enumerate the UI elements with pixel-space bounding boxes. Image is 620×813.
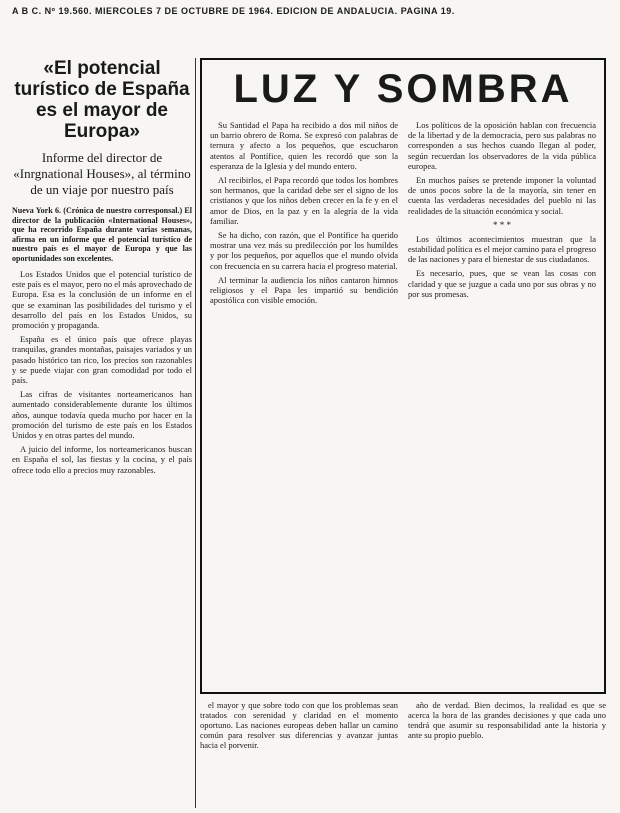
box-paragraph: Su Santidad el Papa ha recibido a dos mil niños de un barrio obrero de Roma. Se expresó con palabras de ternura y afecto a los pequeños, que escucharon atentos al Pontífice, quien les recordó que son la esperanza de la Iglesia y del mundo entero. [210,120,398,171]
article-paragraph: A juicio del informe, los norteamericanos buscan en España el sol, las fiestas y la cocina, y el país ofrece todo ello a precios muy razonables. [12,444,192,475]
box-paragraph: En muchos países se pretende imponer la voluntad de unos pocos sobre la de la mayoría, sin tener en cuenta las verdaderas necesidades del pueblo ni las realidades de la situación económica y social. [408,175,596,216]
box-title: LUZ Y SOMBRA [233,67,573,111]
box-paragraph: Es necesario, pues, que se vean las cosas con claridad y que se juzgue a cada uno por sus obras y no por sus promesas. [408,268,596,299]
box-paragraph: Los últimos acontecimientos muestran que la estabilidad política es el mejor camino para el progreso de las naciones y para el bienestar de sus ciudadanos. [408,233,596,265]
article-lead: Nueva York 6. (Crónica de nuestro corresponsal.) El director de la publicación «International Houses», que ha recorrido España durante varias semanas, afirma en un informe que el potencial turístico de nuestro país es el mayor de Europa y que las oportunidades son excelentes. [12,206,192,263]
bottom-continuation [200,700,606,808]
article-headline: «El potencial turístico de España es el mayor de Europa» [14,58,190,142]
masthead: A B C. Nº 19.560. MIERCOLES 7 DE OCTUBRE DE 1964. EDICION DE ANDALUCIA. PAGINA 19. [12,6,455,16]
bottom-column-right [408,700,606,808]
left-article [12,58,192,808]
column-divider [195,58,196,808]
box-paragraph: Se ha dicho, con razón, que el Pontífice ha querido mostrar una vez más su predilección por los humildes y por los pequeños, por aquellos que el mundo olvida con frecuencia en su carrera hacia el progreso material. [210,230,398,271]
box-column-left [210,120,398,686]
article-subhead: Informe del director de «Inrgnational Houses», al término de un viaje por nuestro país [13,150,191,197]
bottom-paragraph: el mayor y que sobre todo con que los problemas sean tratados con serenidad y claridad en el momento oportuno. Las naciones europeas deben hallar un camino común para resolver sus diferencias y avanzar juntas hacia el porvenir. [200,700,398,750]
box-paragraph: Al recibirlos, el Papa recordó que todos los hombres son hermanos, que la caridad debe ser el signo de los cristianos y que los niños deben crecer en la fe y en el amor de Dios, en la paz y en la alegría de la vida familiar. [210,175,398,226]
bottom-paragraph: año de verdad. Bien decimos, la realidad es que se acerca la hora de las grandes decisiones y que cada uno tendrá que asumir su responsabilidad ante la historia y ante su propio pueblo. [408,700,606,740]
article-paragraph: España es el único país que ofrece playas tranquilas, grandes montañas, paisajes variados y un pasado histórico tan rico, los precios son razonables y se puede viajar con gran comodidad por todo el país. [12,334,192,386]
section-separator: * * * [493,219,511,230]
article-paragraph: Los Estados Unidos que el potencial turístico de este país es el mayor, pero no el más aprovechado de Europa. Esa es la conclusión de un informe en el que se examinan las posibilidades del turismo y el desarrollo del país en los Estados Unidos, su promoción y propaganda. [12,269,192,331]
box-column-right [408,120,596,686]
luz-y-sombra-box [200,58,606,694]
bottom-column-left [200,700,398,808]
box-paragraph: Los políticos de la oposición hablan con frecuencia de la libertad y de la democracia, pero sus palabras no corresponden a sus hechos cuando llegan al poder, según recuerdan los observadores de la vida pública europea. [408,120,596,171]
box-paragraph: Al terminar la audiencia los niños cantaron himnos religiosos y el Papa les impartió su bendición apostólica con visible emoción. [210,274,398,306]
article-paragraph: Las cifras de visitantes norteamericanos han aumentado considerablemente durante los últimos años, aunque todavía queda mucho por hacer en la promoción del turismo de este país en los Estados Unidos y en otras partes del mundo. [12,389,192,441]
